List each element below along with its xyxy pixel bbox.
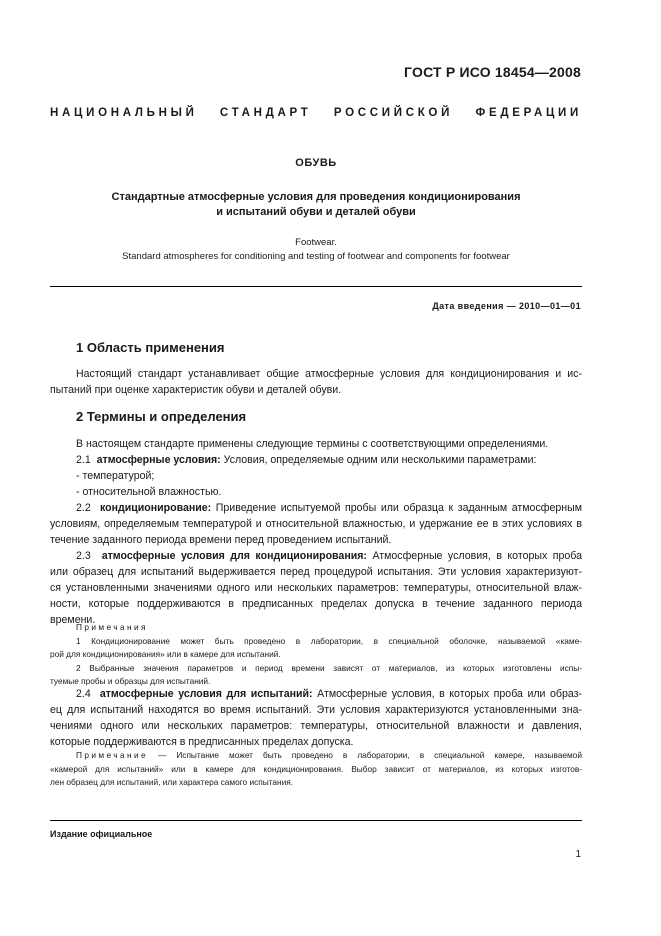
notes-label (50, 621, 582, 635)
term-2-3-line: ности, которые поддерживаются в предписанных пределах допуска в течение заданного периода (50, 598, 582, 610)
term-number: 2.3 (76, 550, 91, 562)
section-1-line: Настоящий стандарт устанавливает общие атмосферные условия для кондиционирования и ис- (76, 368, 582, 380)
term-name: атмосферные условия для испытаний: (99, 688, 313, 700)
document-subject: ОБУВЬ (295, 157, 337, 169)
term-2-1 (50, 452, 582, 468)
term-2-3 (50, 548, 582, 564)
page-number: 1 (575, 849, 581, 860)
term-2-4-block (50, 686, 582, 750)
note-1-line: 1 Кондиционирование может быть проведено в лаборатории, в специальной оболочке, называемой «каме- (76, 635, 582, 646)
note-label: Примечание (76, 750, 149, 760)
english-title-line-1: Footwear. (295, 237, 337, 248)
note-block (50, 749, 582, 790)
term-2-4 (50, 686, 582, 702)
russian-title (50, 190, 582, 220)
note-2-line: 2 Выбранные значения параметров и период времени зависят от материалов, из которых изготовлены испы- (76, 662, 582, 673)
national-standard-banner: НАЦИОНАЛЬНЫЙ СТАНДАРТ РОССИЙСКОЙ ФЕДЕРАЦИИ (50, 107, 582, 119)
notes-block (50, 621, 582, 689)
footer-divider (50, 820, 582, 821)
note-line: лен образец для испытаний, или характера самого испытания. (50, 777, 294, 787)
english-title-line-2: Standard atmospheres for conditioning and testing of footwear and components for footwear (122, 251, 510, 262)
term-2-1-item: - температурой; (76, 470, 155, 482)
section-2-body (50, 436, 582, 628)
term-2-2-line: условиям, определяемым температурой и относительной влажностью, и удержание ее в этих условиях в (50, 518, 582, 530)
note-text: — Испытание может быть проведено в лаборатории, в специальной камере, называемой (158, 750, 582, 760)
title-divider (50, 286, 582, 287)
term-number: 2.2 (76, 502, 91, 514)
term-number: 2.4 (76, 688, 91, 700)
section-1-line: пытаний при оценке характеристик обуви и деталей обуви. (50, 384, 342, 396)
term-2-4-line: ец для испытаний находятся во время испытаний. Эти условия характеризуются установленными зна- (50, 704, 582, 716)
section-2-heading: 2 Термины и определения (76, 409, 247, 424)
note-1-line: рой для кондиционирования» или в камере для испытаний. (50, 649, 281, 659)
introduction-date: Дата введения — 2010—01—01 (432, 301, 581, 311)
russian-title-line-2: и испытаний обуви и деталей обуви (216, 206, 416, 218)
note-line (50, 749, 582, 763)
term-definition: Приведение испытуемой пробы или образца к заданным атмосферным (215, 502, 582, 514)
term-2-1-item: - относительной влажностью. (76, 486, 222, 498)
term-2-3-line: или образец для испытаний выдерживается перед процедурой испытания. Эти условия характеризуют- (50, 566, 582, 578)
section-1-heading: 1 Область применения (76, 340, 225, 355)
note-2-line: туемые пробы и образцы для испытаний. (50, 676, 211, 686)
section-1-body (50, 366, 582, 398)
term-2-3-line: времени. (50, 614, 96, 626)
notes-label-text: Примечания (76, 622, 148, 632)
term-2-4-line: чениями одного или нескольких параметров: температуры, относительной влажности и давления, (50, 720, 582, 732)
term-definition: Условия, определяемые одним или несколькими параметрами: (223, 454, 537, 466)
official-edition-label: Издание официальное (50, 829, 153, 839)
standard-code: ГОСТ Р ИСО 18454—2008 (404, 64, 581, 80)
english-title (50, 236, 582, 264)
term-2-4-line: которые поддерживаются в предписанных пределах допуска. (50, 736, 354, 748)
term-name: кондиционирование: (99, 502, 212, 514)
term-number: 2.1 (76, 454, 91, 466)
term-2-3-line: ся установленными значениями одного или нескольких параметров: температуры, относительной влаж- (50, 582, 582, 594)
term-2-2-line: течение заданного периода времени перед проведением испытаний. (50, 534, 392, 546)
term-definition: Атмосферные условия, в которых проба или образ- (317, 688, 583, 700)
term-definition: Атмосферные условия, в которых проба (372, 550, 582, 562)
term-2-2 (50, 500, 582, 516)
russian-title-line-1: Стандартные атмосферные условия для проведения кондиционирования (111, 191, 521, 203)
term-name: атмосферные условия для кондиционирования: (101, 550, 367, 562)
note-line: «камерой для испытаний» или в камере для кондиционирования. Выбор зависит от материалов, из которых изготов- (50, 763, 582, 774)
term-name: атмосферные условия: (96, 454, 221, 466)
section-2-intro: В настоящем стандарте применены следующие термины с соответствующими определениями. (76, 438, 549, 450)
